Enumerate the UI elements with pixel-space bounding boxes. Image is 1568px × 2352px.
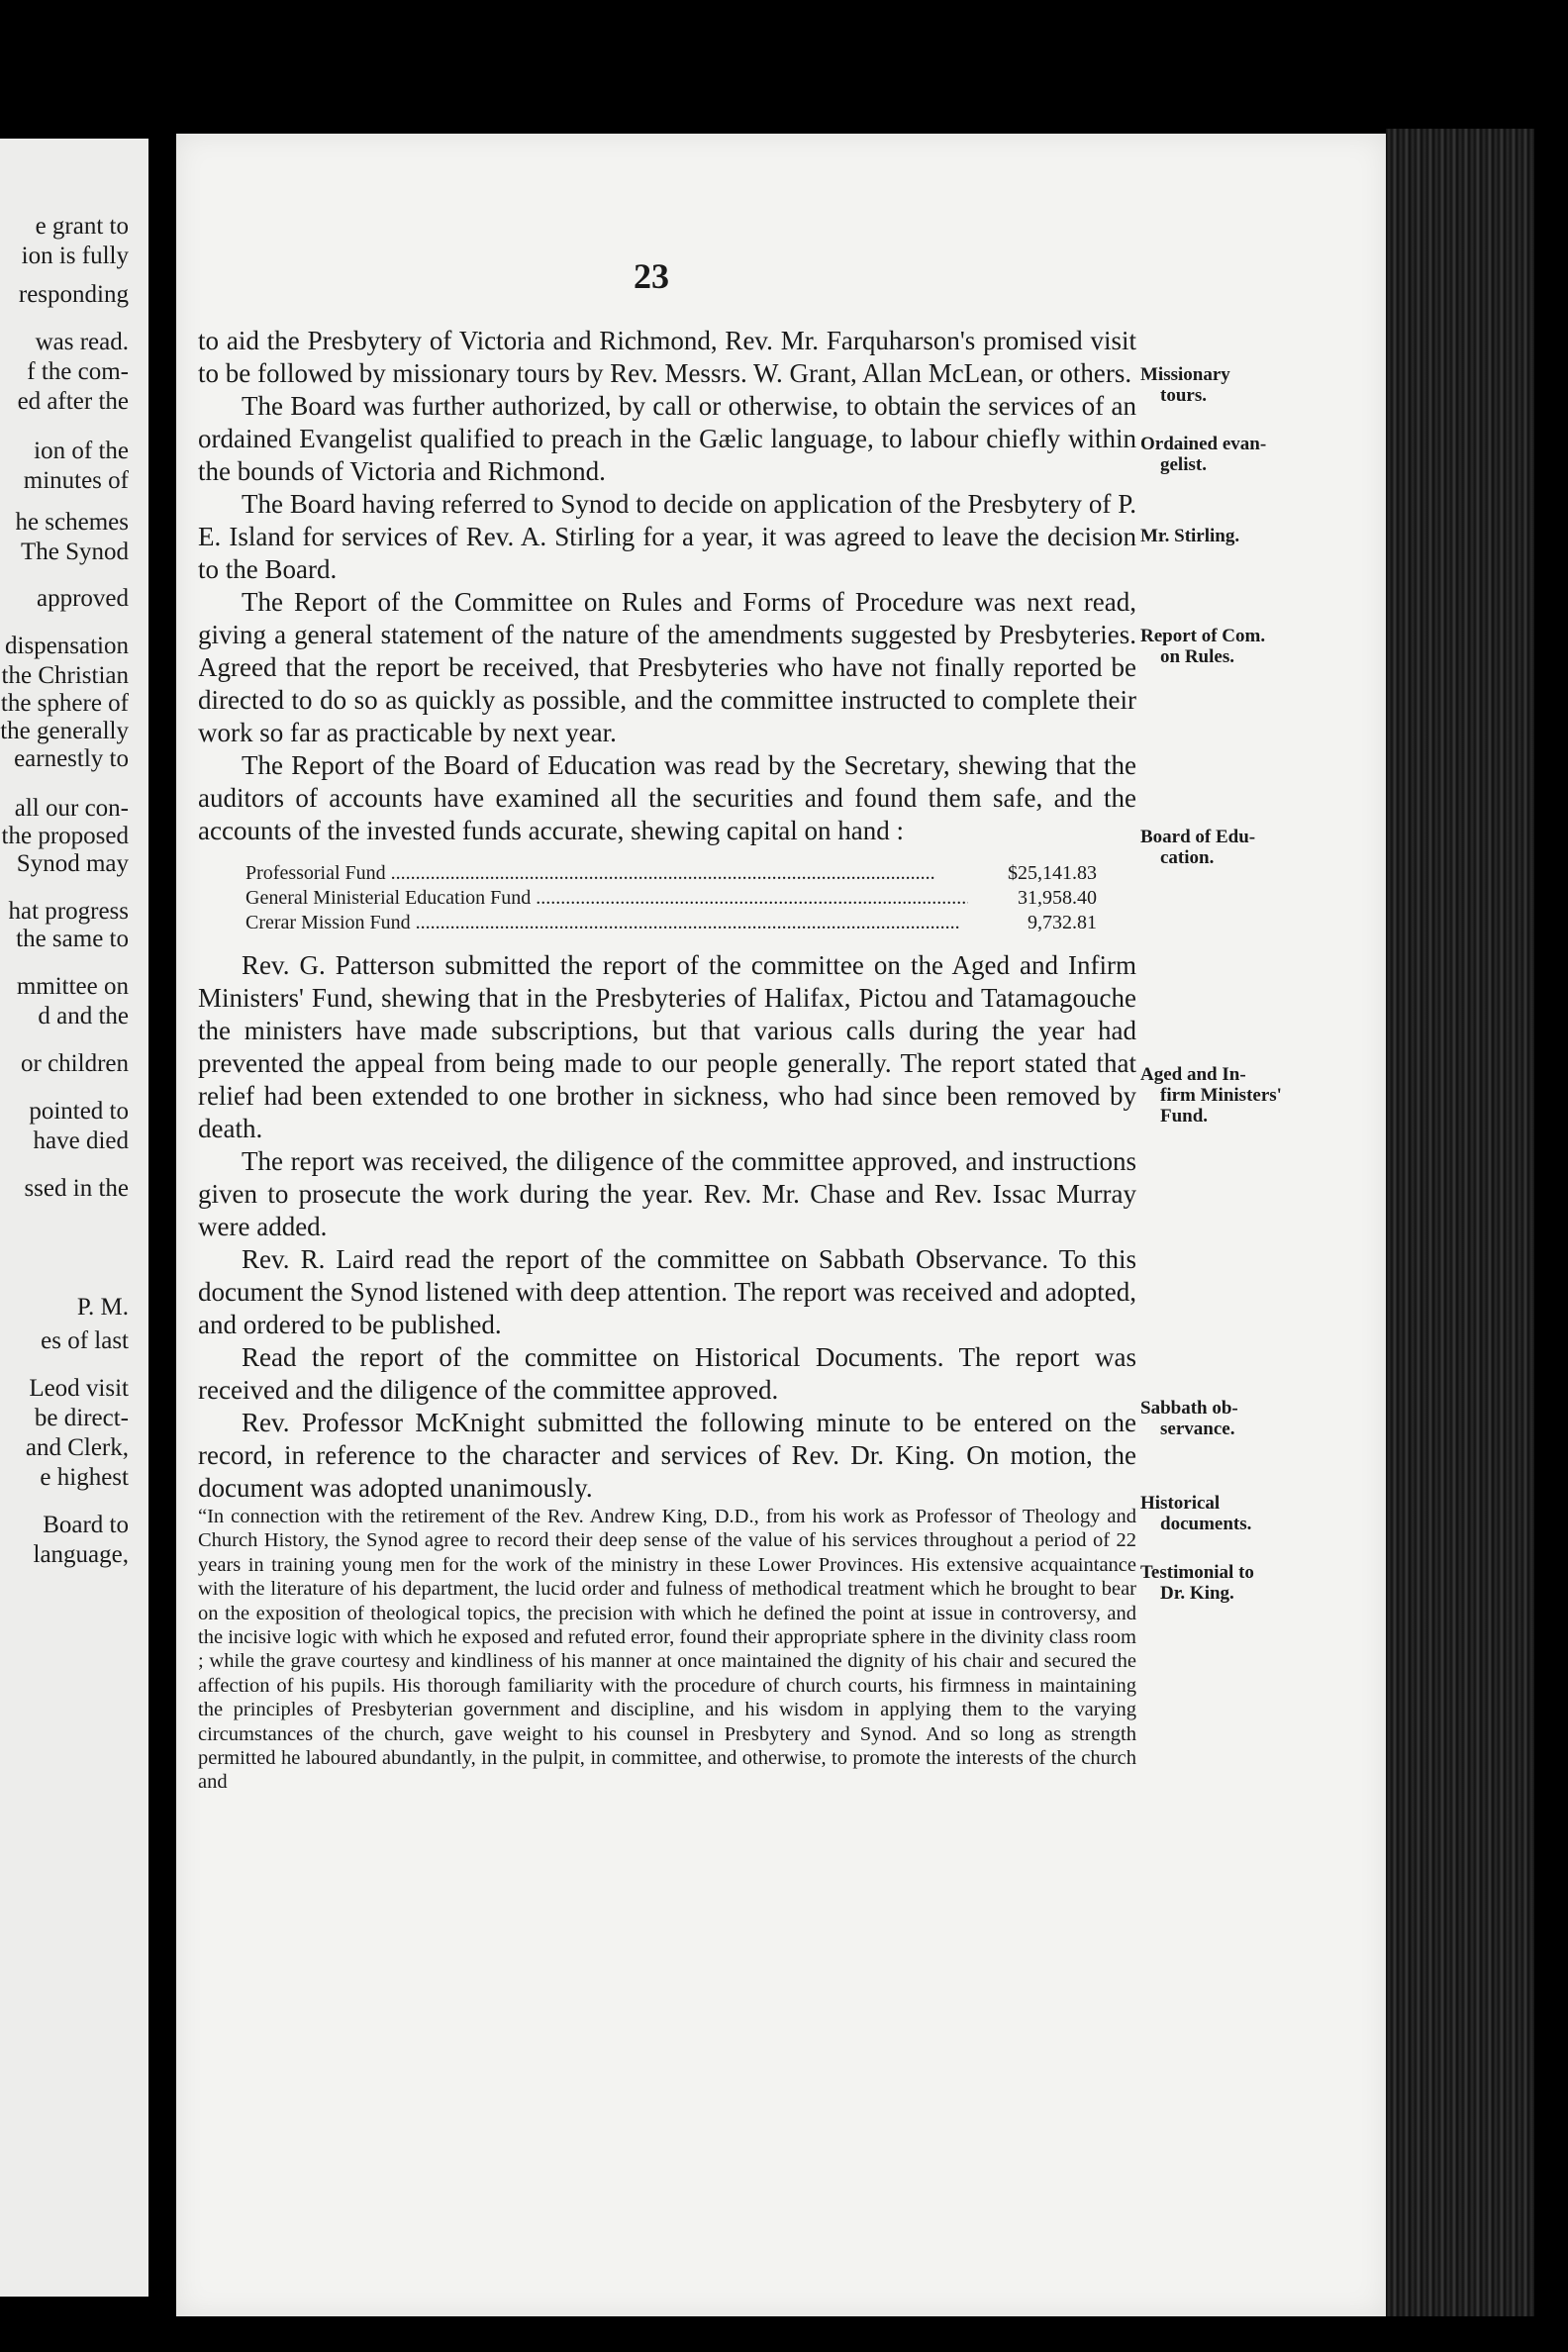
left-page-line: the proposed	[1, 823, 129, 849]
margin-note-line: tours.	[1160, 385, 1207, 406]
left-page-line: pointed to	[29, 1098, 129, 1125]
margin-note	[1140, 1493, 1299, 1534]
left-page-line: ion is fully	[21, 243, 129, 269]
left-page-line: Board to	[43, 1512, 129, 1538]
body-text	[198, 325, 1136, 1795]
left-page-line: all our con-	[14, 795, 129, 822]
left-page-line: The Synod	[20, 539, 129, 565]
left-page-line: language,	[33, 1541, 129, 1568]
ledger-table	[245, 861, 1097, 935]
left-page-line: the same to	[16, 926, 129, 952]
left-page-line: the Christian	[1, 662, 129, 689]
margin-note	[1140, 827, 1299, 868]
paragraph: The report was received, the diligence of the committee approved, and instructions given to prosecute the work during the year. Rev. Mr. Chase and Rev. Issac Murray were added.	[198, 1146, 1136, 1241]
fund-name: General Ministerial Education Fund .....	[245, 886, 968, 911]
margin-note-line: Ordained evan-	[1140, 434, 1267, 454]
previous-page-fragment	[0, 139, 148, 2297]
left-page-line: e highest	[40, 1464, 129, 1491]
paragraph: The Report of the Board of Education was read by the Secretary, shewing that the auditors of accounts have examined all the securities and found them safe, and the accounts of the invested funds accurate, shewing capital on hand :	[198, 750, 1136, 845]
page-number: 23	[634, 256, 669, 296]
left-page-line: ion of the	[34, 438, 129, 464]
fund-amount: 9,732.81	[1028, 912, 1097, 933]
left-page-line: and Clerk,	[25, 1434, 129, 1461]
fund-name: Crerar Mission Fund .....	[245, 911, 968, 935]
paragraph-group	[198, 325, 1136, 847]
left-page-line: hat progress	[8, 898, 129, 925]
margin-note	[1140, 434, 1299, 475]
margin-note-line: on Rules.	[1160, 646, 1234, 667]
left-page-line: f the com-	[27, 358, 129, 385]
left-page-line: Leod visit	[29, 1375, 129, 1402]
margin-note-line: Sabbath ob-	[1140, 1398, 1238, 1419]
left-page-line: earnestly to	[14, 745, 129, 772]
left-page-line: e grant to	[35, 213, 129, 240]
margin-note-line: documents.	[1160, 1514, 1252, 1534]
fund-amount: $25,141.83	[1008, 862, 1097, 884]
paragraph: The Board was further authorized, by call or otherwise, to obtain the services of an ordained Evangelist qualified to preach in the Gælic language, to labour chiefly within the bounds of Victoria and Richmond.	[198, 391, 1136, 486]
margin-note	[1140, 364, 1299, 406]
paragraph: Rev. Professor McKnight submitted the following minute to be entered on the record, in reference to the character and services of Rev. Dr. King. On motion, the document was adopted unanimously.	[198, 1408, 1136, 1503]
left-page-line: the generally	[0, 718, 129, 744]
ledger-row	[245, 911, 1097, 935]
left-page-line: dispensation	[5, 633, 129, 659]
fund-amount: 31,958.40	[1018, 887, 1097, 909]
margin-note-line: firm Ministers' Fund.	[1160, 1085, 1282, 1127]
left-page-line: P. M.	[76, 1294, 129, 1321]
paragraph: The Board having referred to Synod to decide on application of the Presbytery of P. E. Island for services of Rev. A. Stirling for a year, it was agreed to leave the decision to the Board.	[198, 489, 1136, 584]
left-page-line: ed after the	[17, 388, 129, 415]
margin-note	[1140, 526, 1299, 546]
left-page-line: responding	[18, 281, 129, 308]
margin-note-line: cation.	[1160, 847, 1215, 868]
left-page-line: approved	[36, 585, 129, 612]
margin-note-line: Dr. King.	[1160, 1583, 1234, 1604]
paragraph: Read the report of the committee on Historical Documents. The report was received and the diligence of the committee approved.	[198, 1342, 1136, 1405]
paragraph-group	[198, 949, 1136, 1505]
margin-note-line: Report of Com.	[1140, 626, 1266, 646]
left-page-line: the sphere of	[0, 690, 129, 717]
left-page-line: Synod may	[16, 850, 129, 877]
left-page-line: was read.	[35, 329, 129, 355]
left-page-line: mmittee on	[16, 973, 129, 1000]
ledger-row	[245, 861, 1097, 886]
margin-note	[1140, 1398, 1299, 1439]
margin-note-line: Testimonial to	[1140, 1562, 1254, 1583]
left-page-line: d and the	[38, 1003, 129, 1029]
paragraph: Rev. R. Laird read the report of the committee on Sabbath Observance. To this document the Synod listened with deep attention. The report was received and adopted, and ordered to be published.	[198, 1244, 1136, 1339]
left-page-line: ssed in the	[24, 1175, 129, 1202]
margin-note-line: gelist.	[1160, 454, 1207, 475]
left-page-line: he schemes	[15, 509, 129, 536]
margin-note-line: Missionary	[1140, 364, 1230, 385]
margin-note-line: Aged and In-	[1140, 1064, 1246, 1085]
fund-name: Professorial Fund .....	[245, 861, 968, 886]
paragraph: Rev. G. Patterson submitted the report of the committee on the Aged and Infirm Ministers' Fund, shewing that in the Presbyteries of Halifax, Pictou and Tatamagouche the ministers have made subscriptions, but that various calls during the year had prevented the appeal from being made to our people generally. The report stated that relief had been extended to one brother in sickness, who had since been removed by death.	[198, 950, 1136, 1143]
book-edge	[1386, 129, 1534, 2316]
testimonial-quote: “In connection with the retirement of the Rev. Andrew King, D.D., from his work as Professor of Theology and Church History, the Synod agree to record their deep sense of the value of his services throughout a period of 22 years in training young men for the work of the ministry in these Lower Provinces. His extensive acquaintance with the literature of his department, the lucid order and fulness of methodical treatment which he brought to bear on the exposition of theological topics, the precision with which he defined the point at issue in controversy, and the incisive logic with which he exposed and refuted error, found their appropriate sphere in the divinity class room ; while the grave courtesy and kindliness of his manner at once maintained the dignity of his chair and secured the affection of his pupils. His thorough familiarity with the procedure of church courts, his firmness in maintaining the principles of Presbyterian government and discipline, and his wisdom in applying them to the varying circumstances of the church, gave weight to his counsel in Presbytery and Synod. And so long as strength permitted he laboured abundantly, in the pulpit, in committee, and otherwise, to promote the interests of the church and	[198, 1506, 1136, 1794]
ledger-row	[245, 886, 1097, 911]
paragraph: The Report of the Committee on Rules and Forms of Procedure was next read, giving a general statement of the nature of the amendments suggested by Presbyteries. Agreed that the report be received, that Presbyteries who have not finally reported be directed to do so as quickly as possible, and the committee instructed to complete their work so far as practicable by next year.	[198, 587, 1136, 747]
margin-note-line: Board of Edu-	[1140, 827, 1256, 847]
left-page-line: be direct-	[34, 1405, 129, 1431]
left-page-line: or children	[21, 1050, 129, 1077]
margin-note	[1140, 1064, 1299, 1127]
paragraph: to aid the Presbytery of Victoria and Richmond, Rev. Mr. Farquharson's promised visit to be followed by missionary tours by Rev. Messrs. W. Grant, Allan McLean, or others.	[198, 326, 1136, 388]
margin-note-line: Mr. Stirling.	[1140, 526, 1240, 546]
margin-note-line: Historical	[1140, 1493, 1221, 1514]
left-page-line: have died	[33, 1127, 129, 1154]
left-page-line: minutes of	[23, 467, 129, 494]
left-page-line: es of last	[41, 1327, 129, 1354]
margin-note-line: servance.	[1160, 1419, 1235, 1439]
margin-note	[1140, 1562, 1299, 1604]
margin-note	[1140, 626, 1299, 667]
